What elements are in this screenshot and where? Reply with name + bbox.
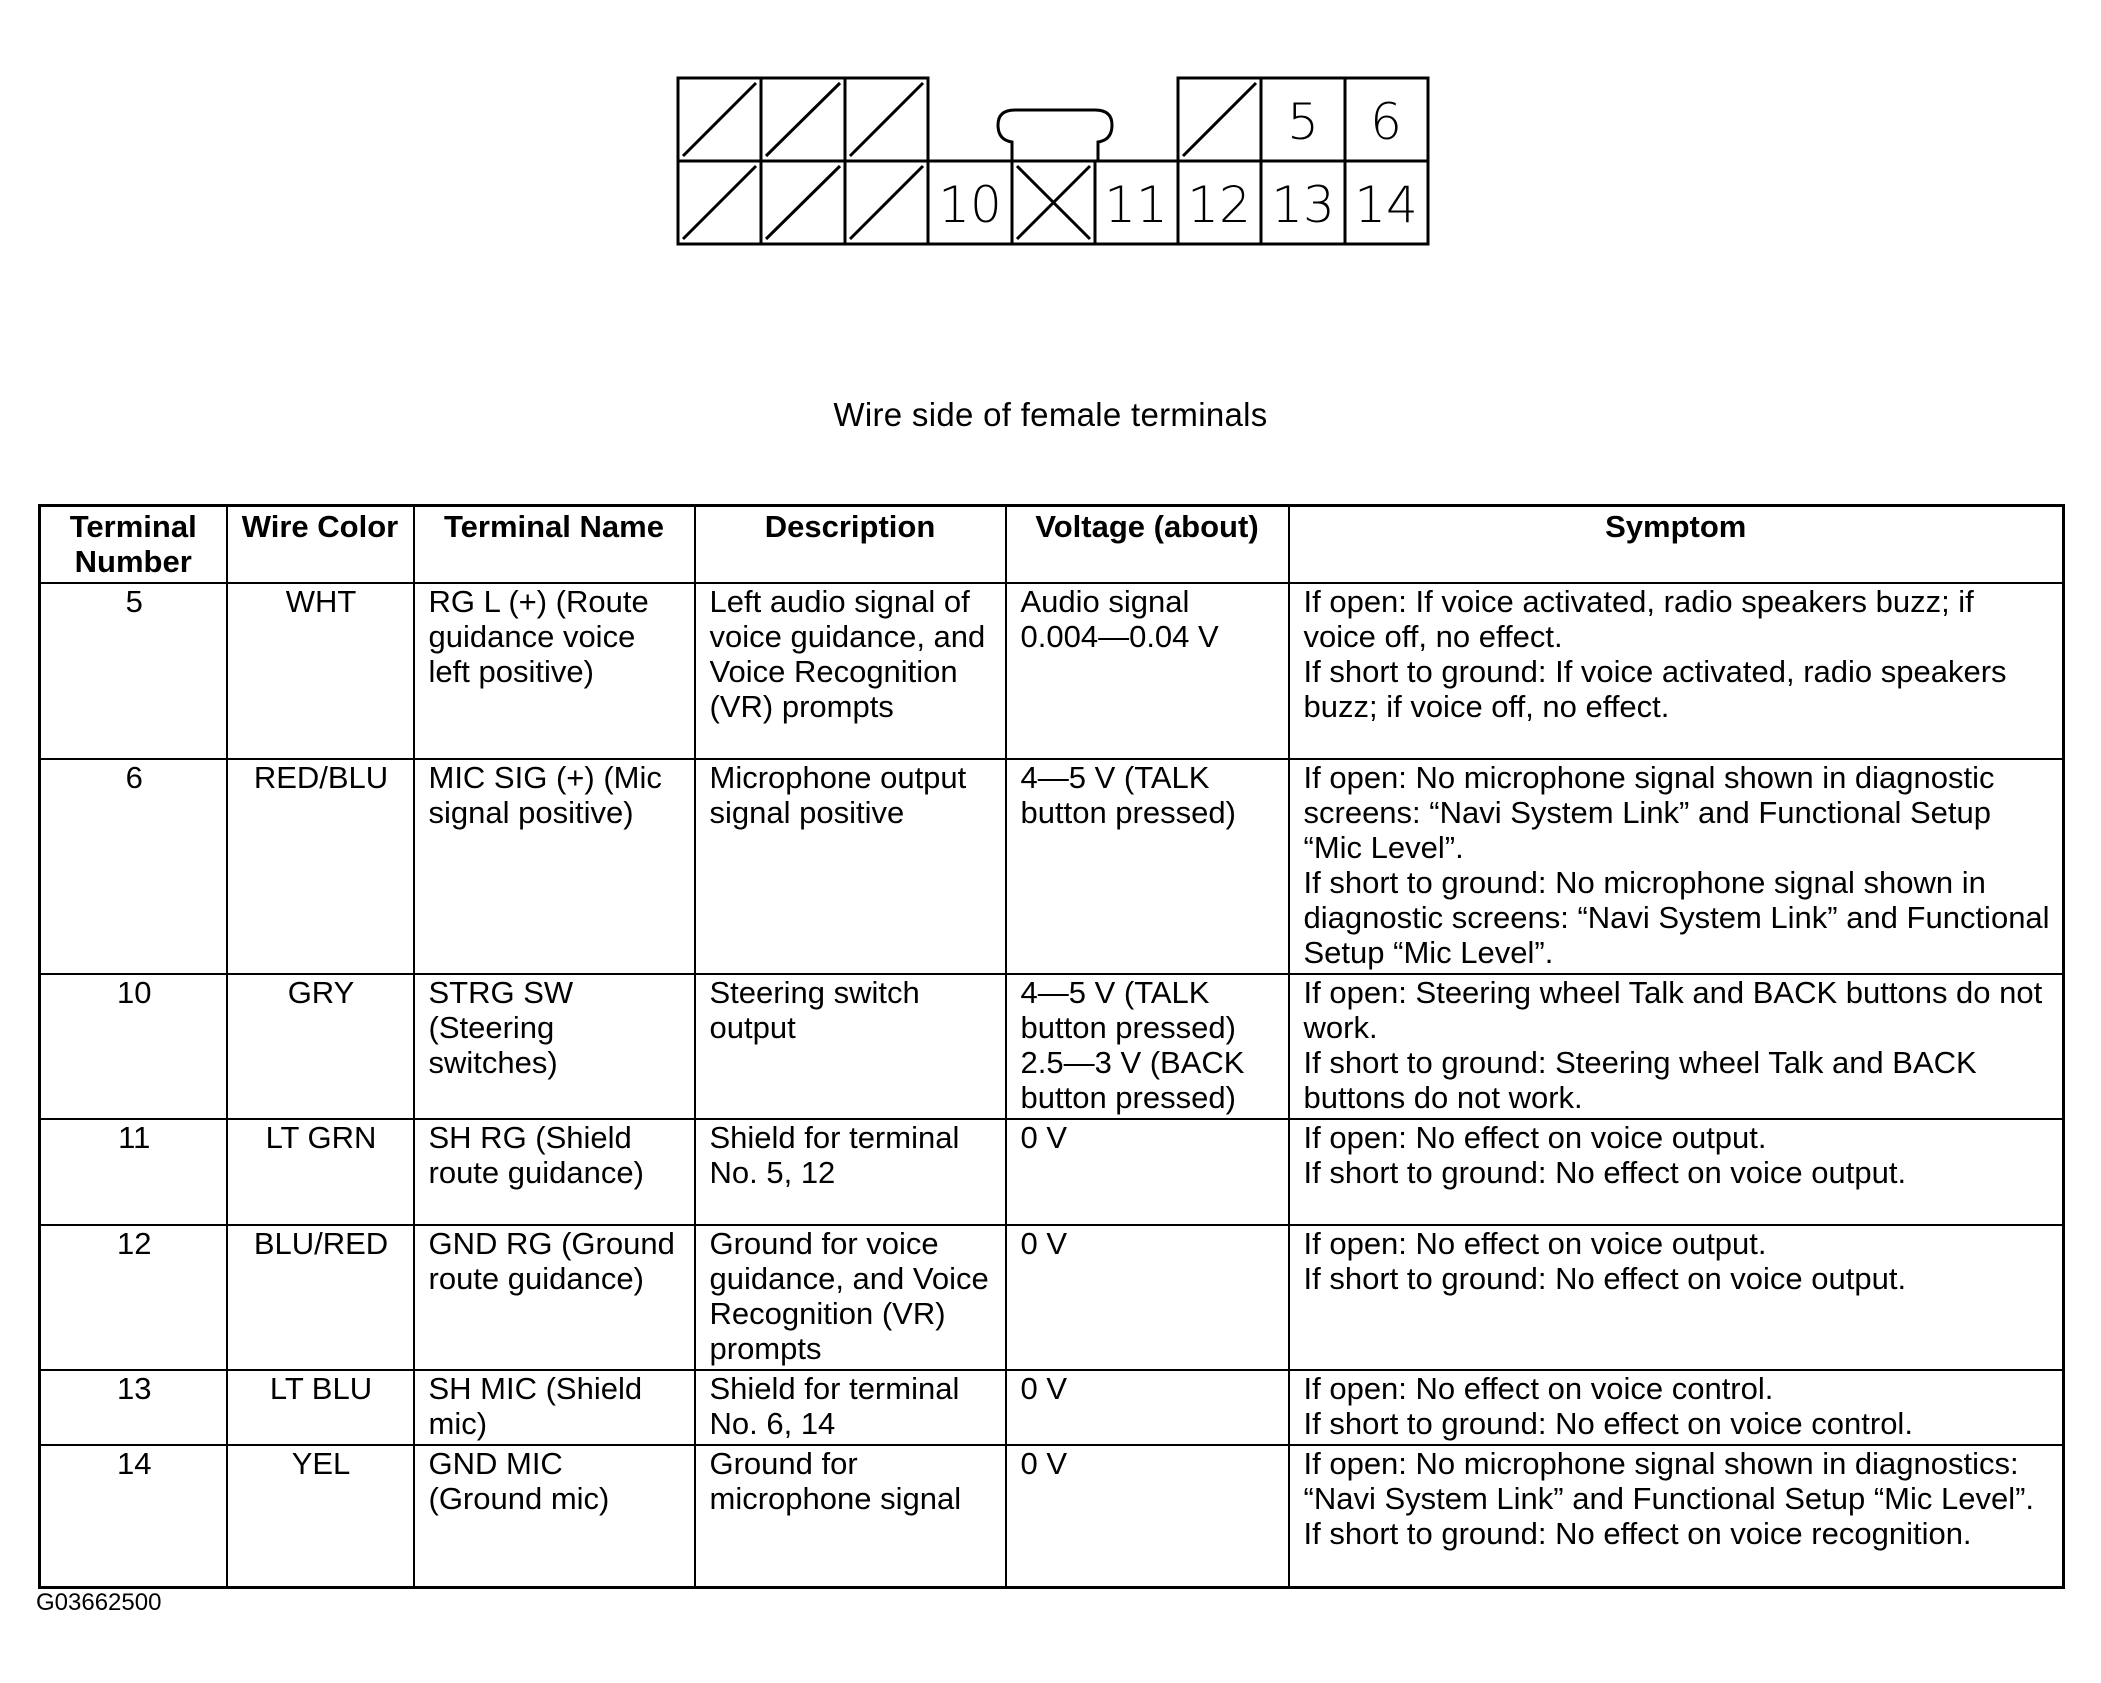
cell-description: Left audio signal of voice guidance, and Voice Recognition (VR) prompts	[695, 583, 1006, 759]
cell-wire-color: LT BLU	[227, 1370, 414, 1445]
cell-voltage	[1006, 759, 1289, 974]
cell-description: Ground for microphone signal	[695, 1445, 1006, 1587]
symptom-short: If short to ground: No effect on voice recognition.	[1303, 1516, 1972, 1551]
voltage-line: 4—5 V (TALK button pressed)	[1020, 760, 1236, 830]
cell-description: Shield for terminal No. 6, 14	[695, 1370, 1006, 1445]
terminal-table	[38, 504, 2065, 1589]
cell-terminal: 11	[40, 1119, 227, 1225]
cell-terminal: 6	[40, 759, 227, 974]
cell-voltage	[1006, 583, 1289, 759]
symptom-open: If open: Steering wheel Talk and BACK buttons do not work.	[1303, 975, 2043, 1045]
cell-voltage	[1006, 1370, 1289, 1445]
header-description: Description	[695, 506, 1006, 584]
cell-voltage	[1006, 1445, 1289, 1587]
table-row	[40, 1445, 2064, 1587]
cell-wire-color: RED/BLU	[227, 759, 414, 974]
voltage-line: 2.5—3 V (BACK button pressed)	[1020, 1045, 1245, 1115]
table-header-row	[40, 506, 2064, 584]
cell-terminal-name: SH RG (Shield route guidance)	[414, 1119, 695, 1225]
cavity-label-11: 11	[1104, 176, 1168, 234]
cell-symptom	[1289, 583, 2064, 759]
symptom-open: If open: No effect on voice control.	[1303, 1371, 1774, 1406]
table-row	[40, 759, 2064, 974]
cell-terminal: 12	[40, 1225, 227, 1370]
cell-description: Microphone output signal positive	[695, 759, 1006, 974]
cell-voltage	[1006, 1225, 1289, 1370]
cavity-label-14: 14	[1354, 176, 1418, 234]
cell-terminal: 13	[40, 1370, 227, 1445]
cell-description: Steering switch output	[695, 974, 1006, 1119]
cell-terminal-name: RG L (+) (Route guidance voice left positive)	[414, 583, 695, 759]
cavity-label-10: 10	[938, 176, 1002, 234]
voltage-line: Audio signal 0.004—0.04 V	[1020, 584, 1219, 654]
table-row	[40, 1370, 2064, 1445]
cell-terminal-name: MIC SIG (+) (Mic signal positive)	[414, 759, 695, 974]
cell-wire-color: BLU/RED	[227, 1225, 414, 1370]
cell-terminal-name: STRG SW (Steering switches)	[414, 974, 695, 1119]
symptom-short: If short to ground: No effect on voice output.	[1303, 1155, 1907, 1190]
symptom-open: If open: No effect on voice output.	[1303, 1226, 1767, 1261]
connector-diagram	[0, 0, 2101, 260]
table-row	[40, 974, 2064, 1119]
cell-wire-color: LT GRN	[227, 1119, 414, 1225]
voltage-line: 0 V	[1020, 1120, 1068, 1155]
cell-terminal-name: SH MIC (Shield mic)	[414, 1370, 695, 1445]
symptom-short: If short to ground: No effect on voice output.	[1303, 1261, 1907, 1296]
header-wire-color: Wire Color	[227, 506, 414, 584]
header-voltage: Voltage (about)	[1006, 506, 1289, 584]
cavity-label-5: 5	[1287, 93, 1319, 151]
cell-terminal-name: GND MIC (Ground mic)	[414, 1445, 695, 1587]
cell-symptom	[1289, 759, 2064, 974]
cell-symptom	[1289, 974, 2064, 1119]
cell-symptom	[1289, 1370, 2064, 1445]
cell-description: Ground for voice guidance, and Voice Recognition (VR) prompts	[695, 1225, 1006, 1370]
figure-code: G03662500	[36, 1589, 162, 1616]
cell-voltage	[1006, 974, 1289, 1119]
table-row	[40, 1225, 2064, 1370]
symptom-short: If short to ground: No effect on voice control.	[1303, 1406, 1913, 1441]
cell-terminal: 5	[40, 583, 227, 759]
symptom-open: If open: No microphone signal shown in diagnostic screens: “Navi System Link” and Functional Setup “Mic Level”.	[1303, 760, 1995, 865]
symptom-short: If short to ground: If voice activated, radio speakers buzz; if voice off, no effect.	[1303, 654, 2007, 724]
symptom-short: If short to ground: Steering wheel Talk and BACK buttons do not work.	[1303, 1045, 1977, 1115]
cell-symptom	[1289, 1225, 2064, 1370]
voltage-line: 4—5 V (TALK button pressed)	[1020, 975, 1236, 1045]
diagram-caption: Wire side of female terminals	[833, 396, 1268, 433]
cell-terminal: 10	[40, 974, 227, 1119]
header-symptom: Symptom	[1289, 506, 2064, 584]
symptom-short: If short to ground: No microphone signal shown in diagnostic screens: “Navi System Link” and Functional Setup “Mic Level”.	[1303, 865, 2050, 970]
cell-wire-color: YEL	[227, 1445, 414, 1587]
cell-symptom	[1289, 1445, 2064, 1587]
table-row	[40, 583, 2064, 759]
voltage-line: 0 V	[1020, 1371, 1068, 1406]
symptom-open: If open: No effect on voice output.	[1303, 1120, 1767, 1155]
symptom-open: If open: No microphone signal shown in diagnostics: “Navi System Link” and Functional Setup “Mic Level”.	[1303, 1446, 2035, 1516]
cell-voltage	[1006, 1119, 1289, 1225]
cavity-label-13: 13	[1271, 176, 1335, 234]
header-terminal-number: Terminal Number	[40, 506, 227, 584]
table-row	[40, 1119, 2064, 1225]
connector-lock-tab	[998, 110, 1112, 161]
voltage-line: 0 V	[1020, 1226, 1068, 1261]
header-terminal-name: Terminal Name	[414, 506, 695, 584]
cell-symptom	[1289, 1119, 2064, 1225]
symptom-open: If open: If voice activated, radio speakers buzz; if voice off, no effect.	[1303, 584, 1974, 654]
cavity-label-12: 12	[1187, 176, 1251, 234]
cell-terminal-name: GND RG (Ground route guidance)	[414, 1225, 695, 1370]
cavity-label-6: 6	[1370, 93, 1402, 151]
cell-wire-color: GRY	[227, 974, 414, 1119]
cell-terminal: 14	[40, 1445, 227, 1587]
cell-description: Shield for terminal No. 5, 12	[695, 1119, 1006, 1225]
cell-wire-color: WHT	[227, 583, 414, 759]
voltage-line: 0 V	[1020, 1446, 1068, 1481]
